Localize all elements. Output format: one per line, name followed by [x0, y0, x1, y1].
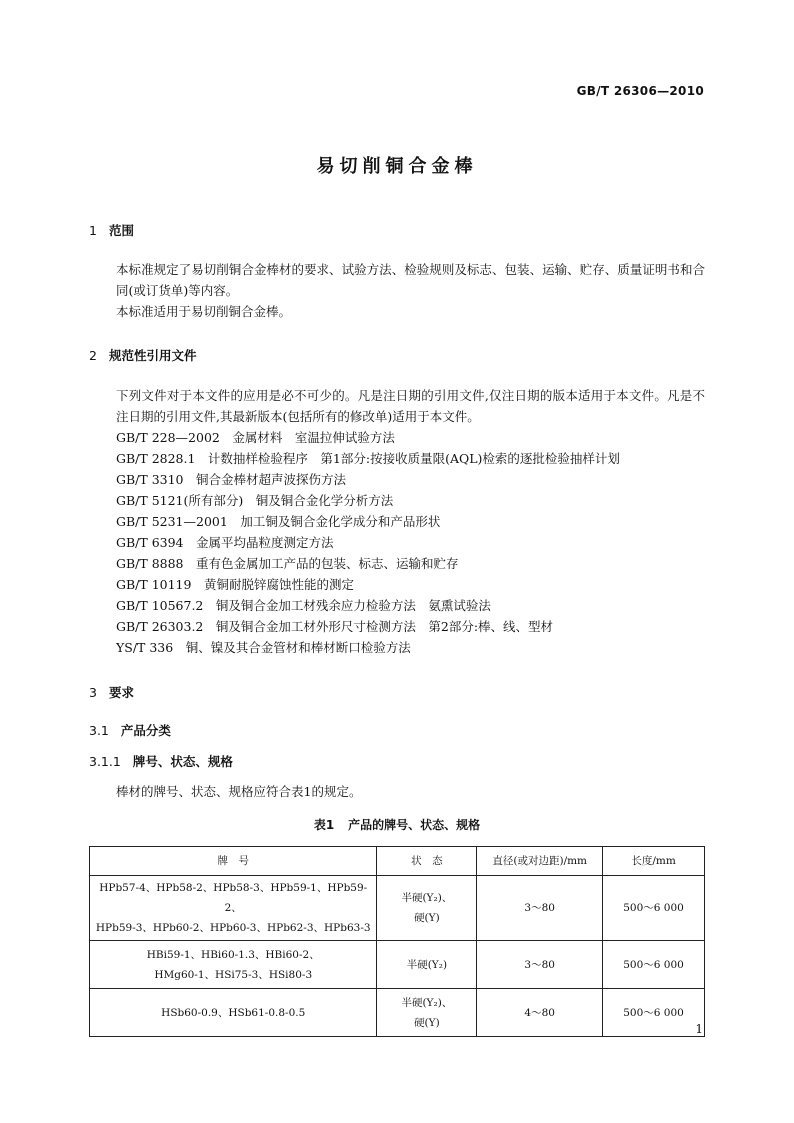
temper-line: 半硬(Y₂)、	[401, 996, 453, 1009]
section-3-heading	[89, 683, 134, 701]
reference-item: GB/T 5121(所有部分) 铜及铜合金化学分析方法	[116, 493, 394, 508]
section-2-heading	[89, 346, 196, 364]
reference-item: GB/T 6394 金属平均晶粒度测定方法	[116, 535, 334, 550]
section-title: 牌号、状态、规格	[132, 754, 233, 769]
grade-line: HPb59-3、HPb60-2、HPb60-3、HPb62-3、HPb63-3	[95, 922, 371, 934]
paragraph-text: 下列文件对于本文件的应用是必不可少的。凡是注日期的引用文件,仅注日期的版本适用于本文件。凡是不注日期的引用文件,其最新版本(包括所有的修改单)适用于本文件。	[116, 388, 705, 424]
cell-length: 500～6 000	[603, 989, 705, 1037]
reference-item: GB/T 26303.2 铜及铜合金加工材外形尺寸检测方法 第2部分:棒、线、型材	[116, 619, 554, 634]
paragraph-text: 本标准适用于易切削铜合金棒。	[116, 304, 292, 319]
scope-paragraph-2	[89, 301, 705, 322]
reference-item: GB/T 8888 重有色金属加工产品的包装、标志、运输和贮存	[116, 556, 459, 571]
cell-grade	[90, 941, 377, 989]
reference-item: YS/T 336 铜、镍及其合金管材和棒材断口检验方法	[116, 640, 411, 655]
section-1-heading	[89, 221, 134, 239]
section-title: 产品分类	[120, 723, 171, 738]
reference-item: GB/T 3310 铜合金棒材超声波探伤方法	[116, 472, 347, 487]
table-row	[90, 941, 705, 989]
grade-line: HMg60-1、HSi75-3、HSi80-3	[154, 968, 313, 981]
grade-line: HPb57-4、HPb58-2、HPb58-3、HPb59-1、HPb59-2、	[99, 882, 368, 914]
temper-line: 硬(Y)	[414, 1016, 440, 1029]
references-intro	[89, 385, 705, 427]
section-title: 范围	[108, 223, 134, 238]
cell-diameter: 4～80	[477, 989, 603, 1037]
cell-length: 500～6 000	[603, 941, 705, 989]
section-number: 3	[89, 685, 97, 700]
subsection-3-1-heading	[89, 721, 171, 739]
header-length: 长度/mm	[603, 847, 705, 876]
product-spec-table	[89, 846, 705, 1037]
section-title: 要求	[108, 685, 134, 700]
table-row	[90, 876, 705, 941]
scope-paragraph-1	[89, 259, 705, 301]
table-row	[90, 989, 705, 1037]
section-number: 2	[89, 348, 97, 363]
cell-diameter: 3～80	[477, 876, 603, 941]
header-temper: 状 态	[377, 847, 477, 876]
section-number: 3.1.1	[89, 754, 121, 769]
paragraph-text: 本标准规定了易切削铜合金棒材的要求、试验方法、检验规则及标志、包装、运输、贮存、质量证明书和合同(或订货单)等内容。	[116, 262, 705, 298]
section-number: 1	[89, 223, 97, 238]
section-number: 3.1	[89, 723, 109, 738]
table-caption	[0, 816, 794, 833]
table-header-row	[90, 847, 705, 876]
cell-length: 500～6 000	[603, 876, 705, 941]
temper-line: 硬(Y)	[414, 912, 440, 924]
table-title: 产品的牌号、状态、规格	[348, 818, 481, 832]
cell-diameter: 3～80	[477, 941, 603, 989]
cell-grade	[90, 876, 377, 941]
subsection-3-1-1-heading	[89, 752, 233, 770]
table-reference-paragraph	[89, 781, 705, 802]
cell-grade: HSb60-0.9、HSb61-0.8-0.5	[90, 989, 377, 1037]
reference-item: GB/T 10119 黄铜耐脱锌腐蚀性能的测定	[116, 577, 354, 592]
header-diameter: 直径(或对边距)/mm	[477, 847, 603, 876]
table-number: 表1	[313, 818, 335, 832]
document-title: 易切削铜合金棒	[316, 156, 478, 177]
header-grade: 牌 号	[90, 847, 377, 876]
cell-temper	[377, 941, 477, 989]
reference-item: GB/T 5231—2001 加工铜及铜合金化学成分和产品形状	[116, 514, 441, 529]
document-number: GB/T 26306—2010	[576, 84, 704, 98]
page-number: 1	[695, 1022, 703, 1036]
cell-temper	[377, 989, 477, 1037]
reference-item: GB/T 2828.1 计数抽样检验程序 第1部分:按接收质量限(AQL)检索的逐批检验抽样计划	[116, 451, 620, 466]
temper-line: 半硬(Y₂)	[406, 958, 448, 971]
reference-item: GB/T 10567.2 铜及铜合金加工材残余应力检验方法 氨熏试验法	[116, 598, 491, 613]
reference-item: GB/T 228—2002 金属材料 室温拉伸试验方法	[116, 430, 395, 445]
grade-line: HBi59-1、HBi60-1.3、HBi60-2、	[146, 948, 320, 961]
paragraph-text: 棒材的牌号、状态、规格应符合表1的规定。	[116, 784, 362, 799]
temper-line: 半硬(Y₂)、	[401, 892, 453, 904]
section-title: 规范性引用文件	[108, 348, 197, 363]
cell-temper	[377, 876, 477, 941]
